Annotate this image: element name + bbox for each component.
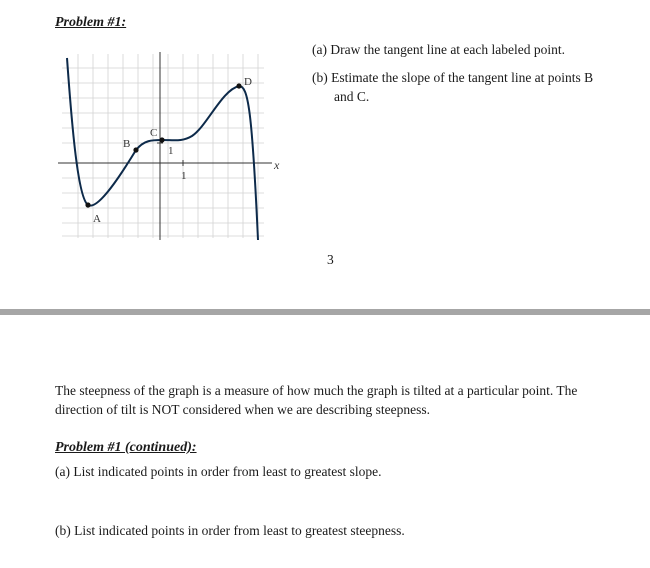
point-a-label: A [93, 213, 101, 225]
continued-heading: Problem #1 (continued): [55, 440, 197, 455]
point-b-label: B [123, 138, 131, 150]
point-a-marker [85, 202, 90, 207]
function-graph [52, 48, 292, 243]
section-divider [0, 309, 650, 315]
part-a-instruction: (a) Draw the tangent line at each labeled point. [312, 42, 566, 57]
x-tick-label: 1 [181, 170, 187, 182]
part-b-instruction-line1: (b) Estimate the slope of the tangent line at points B [312, 70, 594, 85]
x-axis-label: x [274, 158, 280, 172]
point-d-marker [236, 83, 241, 88]
continued-part-b: (b) List indicated points in order from least to greatest steepness. [55, 523, 405, 538]
problem-heading: Problem #1: [55, 15, 127, 30]
graph-grid [62, 54, 264, 238]
y-tick-label: 1 [168, 145, 174, 157]
point-c-label: C [150, 127, 158, 139]
continued-part-a: (a) List indicated points in order from least to greatest slope. [55, 464, 382, 479]
point-b-marker [133, 147, 138, 152]
point-c-marker [159, 137, 164, 142]
page-number: 3 [327, 252, 334, 267]
steepness-definition-line1: The steepness of the graph is a measure of how much the graph is tilted at a particular point. The [55, 383, 578, 398]
part-b-instruction-line2: and C. [334, 89, 370, 104]
steepness-definition-line2: direction of tilt is NOT considered when we are describing steepness. [55, 402, 431, 417]
point-d-label: D [244, 76, 252, 88]
